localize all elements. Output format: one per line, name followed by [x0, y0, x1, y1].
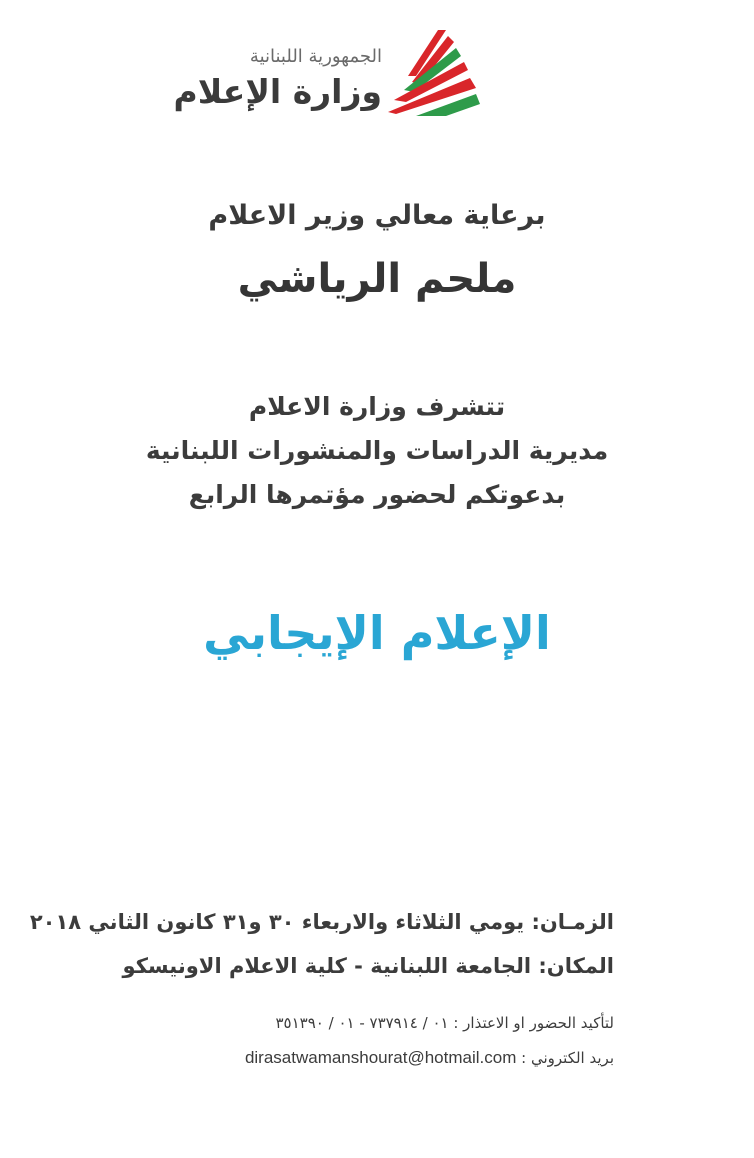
ministry-logo — [173, 28, 490, 128]
invitation-line-1: تتشرف وزارة الاعلام — [248, 392, 506, 421]
event-place: المكان: الجامعة اللبنانية - كلية الاعلام الاونيسكو — [122, 954, 614, 978]
conference-title: الإعلام الإيجابي — [203, 606, 551, 660]
ministry-name: وزارة الإعلام — [173, 72, 382, 111]
rsvp-phones: لتأكيد الحضور او الاعتذار : ٠١ / ٧٣٧٩١٤ - ٠١ / ٣٥١٣٩٠ — [275, 1014, 614, 1032]
patronage-line: برعاية معالي وزير الاعلام — [208, 200, 546, 231]
email-address[interactable]: dirasatwamanshourat@hotmail.com — [244, 1048, 517, 1067]
minister-name: ملحم الرياشي — [237, 256, 517, 302]
invitation-line-3: بدعوتكم لحضور مؤتمرها الرابع — [188, 480, 566, 509]
contact-email — [245, 1048, 614, 1068]
event-time: الزمـان: يومي الثلاثاء والاربعاء ٣٠ و٣١ كانون الثاني ٢٠١٨ — [29, 910, 614, 934]
email-label: بريد الكتروني : — [521, 1049, 614, 1067]
republic-name: الجمهورية اللبنانية — [249, 46, 382, 67]
invitation-line-2: مديرية الدراسات والمنشورات اللبنانية — [145, 436, 609, 465]
cedar-triangle-logo-icon — [386, 28, 482, 120]
